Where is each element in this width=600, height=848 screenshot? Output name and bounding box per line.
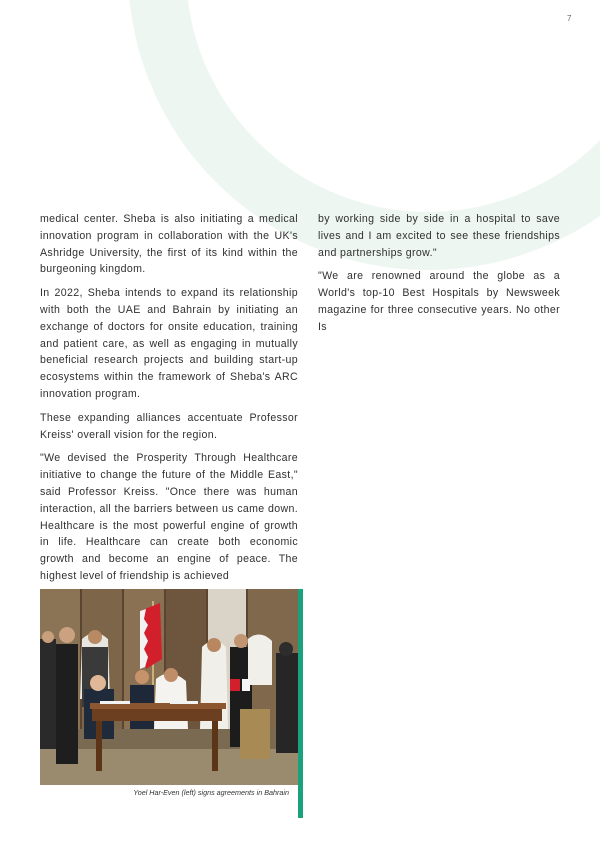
paragraph: "We devised the Prosperity Through Healthcare initiative to change the future of the Middle East," said Professor Kreiss. "Once there was human interaction, all the barriers between us came down. Healthcare is the most powerful engine of growth in life. Healthcare can create both economic growth and become an engine of peace. The highest level of friendship is achieved bbox=[40, 452, 298, 582]
signing-ceremony-photo bbox=[40, 589, 299, 785]
accent-bar bbox=[298, 589, 303, 818]
page-number: 7 bbox=[567, 14, 572, 23]
left-text-column bbox=[40, 211, 298, 592]
paragraph: "We are renowned around the globe as a World's top-10 Best Hospitals by Newsweek magazine for three consecutive years. No other Is bbox=[318, 270, 560, 333]
right-text-column bbox=[318, 211, 560, 343]
paragraph: In 2022, Sheba intends to expand its relationship with both the UAE and Bahrain by initiating an exchange of doctors for onsite education, training and patient care, as well as engaging in mutually beneficial research projects and building start-up ecosystems within the framework of Sheba's ARC innovation program. bbox=[40, 287, 298, 400]
paragraph: by working side by side in a hospital to save lives and I am excited to see these friendships and partnerships grow." bbox=[318, 213, 560, 259]
paragraph: These expanding alliances accentuate Professor Kreiss' overall vision for the region. bbox=[40, 411, 298, 441]
paragraph: medical center. Sheba is also initiating a medical innovation program in collaboration with the UK's Ashridge University, the first of its kind within the burgeoning kingdom. bbox=[40, 213, 298, 276]
photo-caption: Yoel Har-Even (left) signs agreements in Bahrain bbox=[133, 788, 289, 797]
